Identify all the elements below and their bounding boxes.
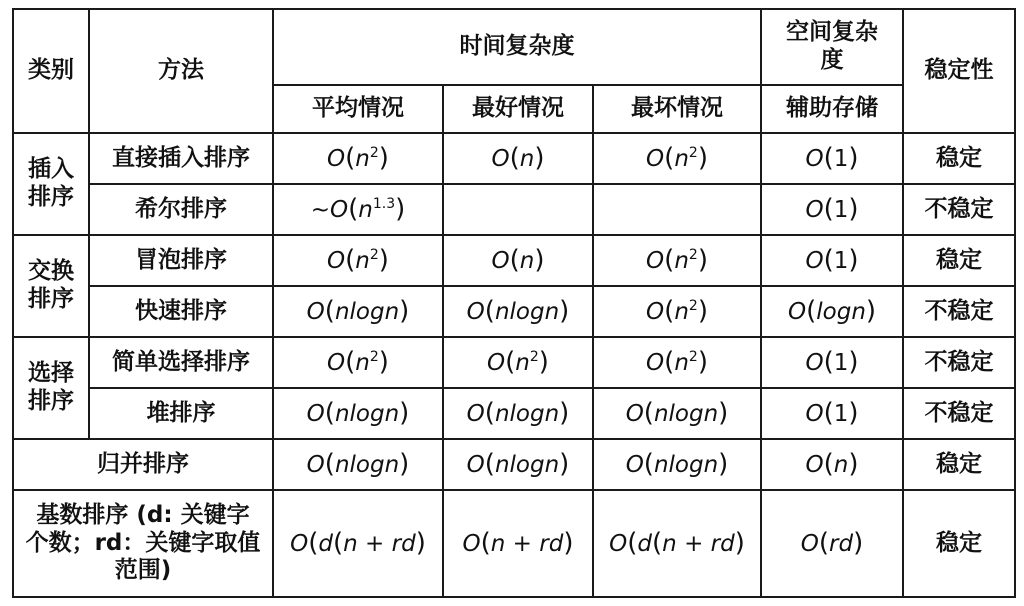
stability-cell: 稳定 [903, 439, 1015, 490]
stability-cell: 稳定 [903, 133, 1015, 184]
header-auxiliary: 辅助存储 [761, 85, 903, 133]
best-cell [443, 235, 593, 286]
group-exchange-label: 交换排序 [28, 258, 74, 312]
best-math: O(n + rd) [462, 527, 574, 558]
worst-math: O(d(n + rd) [609, 527, 745, 558]
avg-cell [273, 337, 443, 388]
best-math: $O(n^2)$ [487, 346, 549, 377]
best-math: O(n) [491, 142, 545, 173]
space-math: O(rd) [800, 527, 864, 558]
space-cell [761, 490, 903, 597]
group-selection [13, 337, 89, 439]
space-math: O(1) [805, 193, 859, 224]
header-category: 类别 [13, 9, 89, 133]
stability-cell: 不稳定 [903, 286, 1015, 337]
table-row [13, 235, 1015, 286]
avg-cell [273, 490, 443, 597]
best-cell [443, 337, 593, 388]
avg-cell [273, 439, 443, 490]
space-math: O(1) [805, 346, 859, 377]
worst-cell [593, 286, 761, 337]
best-math: O(nlogn) [466, 295, 570, 326]
best-cell [443, 184, 593, 235]
avg-math: $O(n^2)$ [327, 142, 389, 173]
worst-math: $O(n^2)$ [646, 244, 708, 275]
header-time-complexity: 时间复杂度 [273, 9, 761, 85]
best-cell [443, 133, 593, 184]
table-row [13, 490, 1015, 597]
method-cell: 希尔排序 [89, 184, 273, 235]
best-math: O(n) [491, 244, 545, 275]
space-math: O(n) [805, 448, 859, 479]
worst-cell [593, 439, 761, 490]
space-math: O(logn) [788, 295, 877, 326]
stability-cell: 不稳定 [903, 337, 1015, 388]
worst-cell [593, 133, 761, 184]
avg-cell [273, 388, 443, 439]
header-stability: 稳定性 [903, 9, 1015, 133]
space-math: O(1) [805, 244, 859, 275]
table-row [13, 337, 1015, 388]
table-row [13, 184, 1015, 235]
sorting-complexity-table [12, 8, 1016, 598]
avg-cell [273, 286, 443, 337]
avg-cell [273, 184, 443, 235]
method-cell: 冒泡排序 [89, 235, 273, 286]
worst-cell [593, 337, 761, 388]
space-cell [761, 337, 903, 388]
header-average: 平均情况 [273, 85, 443, 133]
header-best: 最好情况 [443, 85, 593, 133]
table-row [13, 133, 1015, 184]
best-cell [443, 286, 593, 337]
method-cell: 直接插入排序 [89, 133, 273, 184]
avg-math: O(d(n + rd) [290, 527, 426, 558]
space-cell [761, 439, 903, 490]
stability-cell: 稳定 [903, 235, 1015, 286]
worst-cell [593, 235, 761, 286]
table-row [13, 388, 1015, 439]
worst-math: O(nlogn) [625, 397, 729, 428]
method-cell-radix [13, 490, 273, 597]
stability-cell: 不稳定 [903, 184, 1015, 235]
method-cell: 简单选择排序 [89, 337, 273, 388]
avg-math: $\sim O(n^{1.3})$ [310, 193, 406, 224]
worst-math: $O(n^2)$ [646, 346, 708, 377]
avg-math: $O(n^2)$ [327, 244, 389, 275]
avg-cell [273, 235, 443, 286]
space-cell [761, 133, 903, 184]
space-cell [761, 184, 903, 235]
table-row [13, 439, 1015, 490]
best-cell [443, 388, 593, 439]
stability-cell: 稳定 [903, 490, 1015, 597]
group-insertion [13, 133, 89, 235]
worst-cell [593, 388, 761, 439]
best-math: O(nlogn) [466, 397, 570, 428]
method-cell-merge: 归并排序 [13, 439, 273, 490]
worst-math: O(nlogn) [625, 448, 729, 479]
header-method: 方法 [89, 9, 273, 133]
space-cell [761, 388, 903, 439]
group-exchange [13, 235, 89, 337]
space-math: O(1) [805, 397, 859, 428]
radix-method-label: 基数排序 (d: 关键字个数；rd：关键字取值范围) [25, 502, 261, 584]
space-cell [761, 235, 903, 286]
method-cell: 堆排序 [89, 388, 273, 439]
space-cell [761, 286, 903, 337]
stability-cell: 不稳定 [903, 388, 1015, 439]
method-cell: 快速排序 [89, 286, 273, 337]
header-worst: 最坏情况 [593, 85, 761, 133]
group-insertion-label: 插入排序 [28, 156, 74, 210]
best-cell [443, 439, 593, 490]
header-space-complexity [761, 9, 903, 85]
avg-math: O(nlogn) [306, 295, 410, 326]
worst-math: $O(n^2)$ [646, 295, 708, 326]
best-cell [443, 490, 593, 597]
group-selection-label: 选择排序 [28, 360, 74, 414]
best-math: O(nlogn) [466, 448, 570, 479]
worst-cell [593, 490, 761, 597]
header-space-complexity-text: 空间复杂度 [786, 19, 879, 73]
avg-math: O(nlogn) [306, 397, 410, 428]
avg-math: O(nlogn) [306, 448, 410, 479]
avg-math: $O(n^2)$ [327, 346, 389, 377]
space-math: O(1) [805, 142, 859, 173]
avg-cell [273, 133, 443, 184]
worst-math: $O(n^2)$ [646, 142, 708, 173]
table-row [13, 286, 1015, 337]
worst-cell [593, 184, 761, 235]
header-row-1 [13, 9, 1015, 85]
